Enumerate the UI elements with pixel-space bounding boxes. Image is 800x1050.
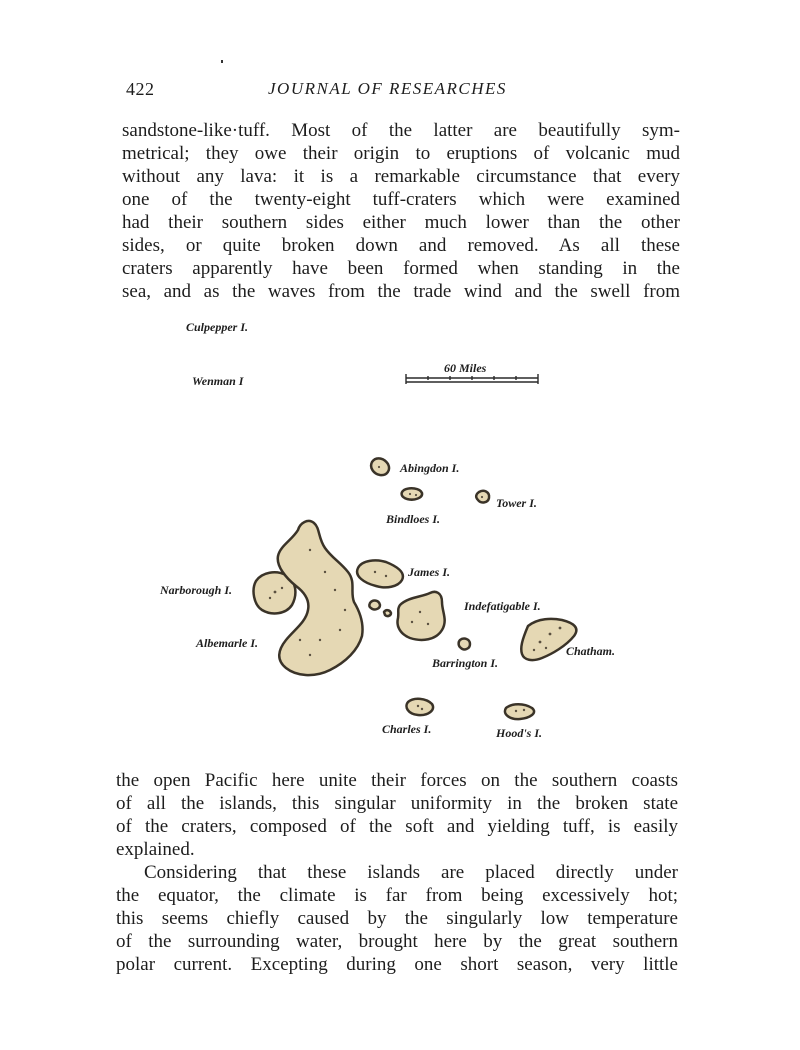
label-narborough: Narborough I. — [160, 583, 233, 597]
label-charles: Charles I. — [382, 722, 432, 736]
label-bindloes: Bindloes I. — [386, 512, 441, 526]
label-james: James I. — [408, 565, 450, 579]
charles-island-shape — [406, 699, 433, 715]
stray-mark — [221, 60, 223, 63]
scale-label: 60 Miles — [444, 361, 487, 375]
barrington-island-shape — [459, 639, 470, 650]
text-line: sides, or quite broken down and removed. As all these — [122, 235, 680, 256]
text-line: one of the twenty-eight tuff-craters which were examined — [122, 189, 680, 210]
text-line: sea, and as the waves from the trade wind and the swell from — [122, 281, 680, 302]
text-line: sandstone-like·tuff. Most of the latter are beautifully sym- — [122, 120, 680, 141]
indefatigable-island-shape — [398, 592, 445, 640]
text-line: of the surrounding water, brought here by the great southern — [116, 931, 678, 952]
label-tower: Tower I. — [496, 496, 537, 510]
label-abingdon: Abingdon I. — [400, 461, 460, 475]
label-culpepper: Culpepper I. — [186, 320, 249, 334]
text-line: had their southern sides either much lower than the other — [122, 212, 680, 233]
page-number: 422 — [126, 79, 155, 99]
label-albemarle: Albemarle I. — [196, 636, 258, 650]
running-title: JOURNAL OF RESEARCHES — [268, 79, 507, 98]
label-indefatigable: Indefatigable I. — [464, 599, 541, 613]
text-line: of the craters, composed of the soft and yielding tuff, is easily — [116, 816, 678, 837]
text-line: this seems chiefly caused by the singularly low temperature — [116, 908, 678, 929]
islet-shape — [369, 601, 380, 610]
text-line: the equator, the climate is far from being excessively hot; — [116, 885, 678, 906]
text-line: explained. — [116, 839, 195, 860]
text-line: Considering that these islands are placed directly under — [144, 862, 678, 883]
text-line: polar current. Excepting during one short season, very little — [116, 954, 678, 975]
label-hoods: Hood's I. — [496, 726, 543, 740]
text-line: without any lava: it is a remarkable circumstance that every — [122, 166, 680, 187]
label-wenman: Wenman I — [192, 374, 244, 388]
label-barrington: Barrington I. — [432, 656, 499, 670]
galapagos-map — [150, 310, 650, 750]
james-island-shape — [357, 560, 403, 587]
hoods-island-shape — [505, 704, 534, 719]
label-chatham: Chatham. — [566, 644, 616, 658]
text-line: metrical; they owe their origin to eruptions of volcanic mud — [122, 143, 680, 164]
text-line: craters apparently have been formed when standing in the — [122, 258, 680, 279]
text-line: the open Pacific here unite their forces on the southern coasts — [116, 770, 678, 791]
bindloes-island-shape — [402, 488, 422, 499]
islet-shape — [384, 610, 391, 616]
text-line: of all the islands, this singular uniformity in the broken state — [116, 793, 678, 814]
